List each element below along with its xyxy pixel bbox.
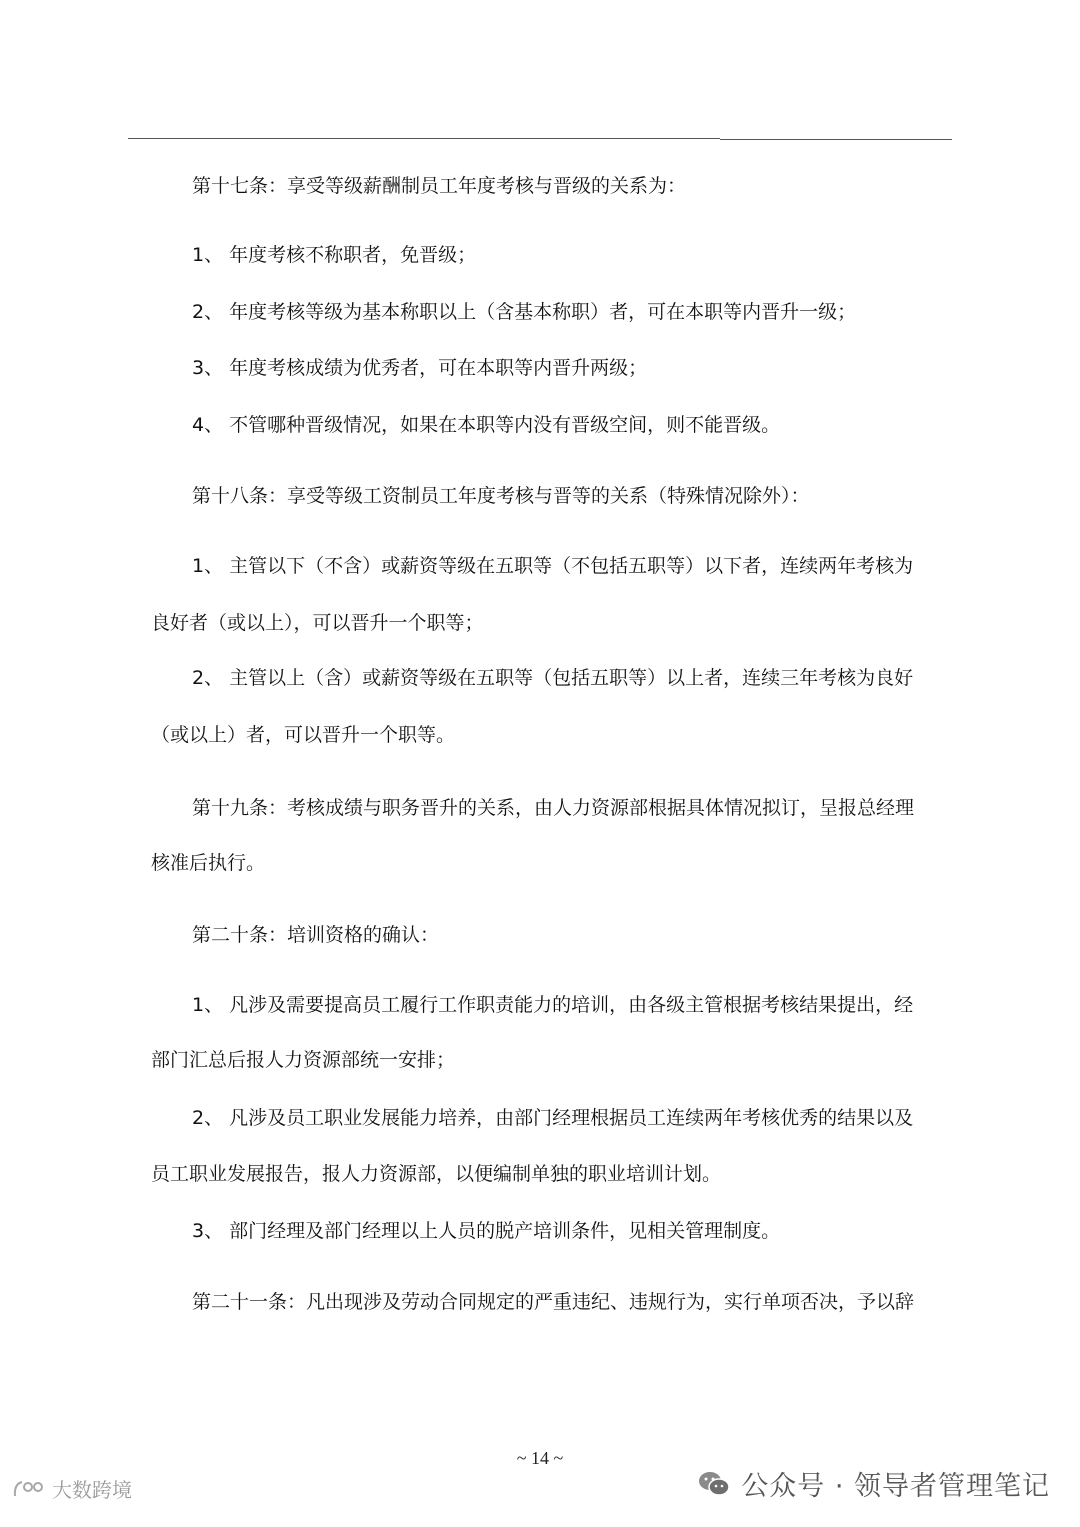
header-rule-right — [720, 139, 952, 140]
page-number: ~ 14 ~ — [516, 1448, 564, 1468]
watermark-right — [697, 1464, 1050, 1503]
watermark-right-text: 公众号 · 领导者管理笔记 — [741, 1471, 1050, 1502]
watermark-left — [12, 1474, 132, 1503]
header-rule — [128, 138, 720, 139]
watermark-left-text: 大数跨境 — [52, 1478, 132, 1502]
wechat-icon — [697, 1469, 731, 1499]
brand-logo-icon — [12, 1478, 46, 1500]
